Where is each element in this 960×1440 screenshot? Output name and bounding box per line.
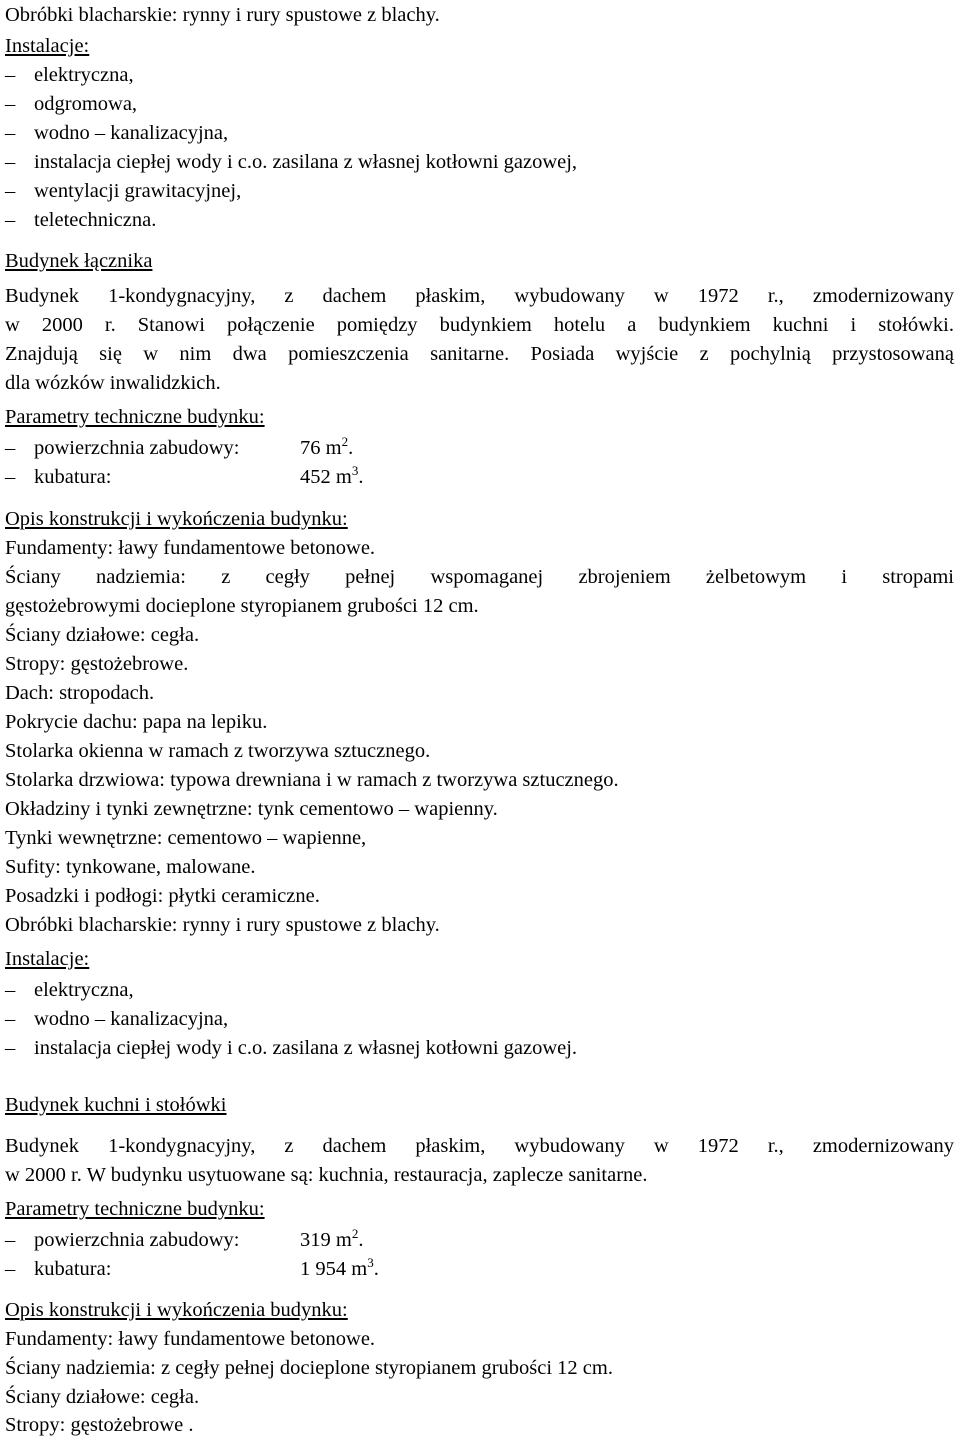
text-line: Okładziny i tynki zewnętrzne: tynk cementowo – wapienny. [5,798,498,820]
paragraph-line: w 2000 r. W budynku usytuowane są: kuchnia, restauracja, zaplecze sanitarne. [5,1164,648,1186]
list-item: – wodno – kanalizacyjna, [5,122,229,144]
text-line: Obróbki blacharskie: rynny i rury spustowe z blachy. [5,914,440,936]
text-line: Stolarka okienna w ramach z tworzywa sztucznego. [5,740,431,762]
list-item: – instalacja ciepłej wody i c.o. zasilana z własnej kotłowni gazowej. [5,1037,578,1059]
text-line: Stropy: gęstożebrowe . [5,1414,194,1436]
list-item: – elektryczna, [5,64,134,86]
param-row: – powierzchnia zabudowy: 319 $m^2$. [5,1226,364,1251]
text-line: Ściany działowe: cegła. [5,624,200,646]
paragraph-line: w 2000 r. Stanowi połączenie pomiędzy budynkiem hotelu a budynkiem kuchni i stołówki. [5,314,954,336]
paragraph-line: Ściany nadziemia: z cegły pełnej wspomaganej zbrojeniem żelbetowym i stropami [5,566,954,588]
section-heading: Parametry techniczne budynku: [5,406,265,428]
list-item: – teletechniczna. [5,209,157,231]
text-line: Sufity: tynkowane, malowane. [5,856,256,878]
section-heading: Instalacje: [5,35,90,57]
param-row: – kubatura: 452 $m^3$. [5,463,364,488]
section-heading: Opis konstrukcji i wykończenia budynku: [5,1299,348,1321]
param-row: – kubatura: 1 954 $m^3$. [5,1255,379,1280]
text-line: Fundamenty: ławy fundamentowe betonowe. [5,1328,376,1350]
section-heading: Budynek łącznika [5,250,153,272]
section-heading: Instalacje: [5,948,90,970]
text-line: Stropy: gęstożebrowe. [5,653,189,675]
text-line: Fundamenty: ławy fundamentowe betonowe. [5,537,376,559]
param-row: – powierzchnia zabudowy: 76 $m^2$. [5,434,354,459]
text-line: Obróbki blacharskie: rynny i rury spustowe z blachy. [5,4,440,26]
paragraph-line: gęstożebrowymi docieplone styropianem grubości 12 cm. [5,595,479,617]
text-line: Ściany działowe: cegła. [5,1386,200,1408]
text-line: Dach: stropodach. [5,682,155,704]
text-line: Posadzki i podłogi: płytki ceramiczne. [5,885,320,907]
list-item: – odgromowa, [5,93,138,115]
text-line: Pokrycie dachu: papa na lepiku. [5,711,268,733]
list-item: – wentylacji grawitacyjnej, [5,180,242,202]
section-heading: Budynek kuchni i stołówki [5,1094,227,1116]
section-heading: Opis konstrukcji i wykończenia budynku: [5,508,348,530]
text-line: Stolarka drzwiowa: typowa drewniana i w ramach z tworzywa sztucznego. [5,769,619,791]
list-item: – instalacja ciepłej wody i c.o. zasilana z własnej kotłowni gazowej, [5,151,578,173]
paragraph-line: Znajdują się w nim dwa pomieszczenia sanitarne. Posiada wyjście z pochylnią przystosowaną [5,343,954,365]
text-line: Ściany nadziemia: z cegły pełnej docieplone styropianem grubości 12 cm. [5,1357,613,1379]
text-line: Tynki wewnętrzne: cementowo – wapienne, [5,827,367,849]
section-heading: Parametry techniczne budynku: [5,1198,265,1220]
paragraph-line: Budynek 1-kondygnacyjny, z dachem płaskim, wybudowany w 1972 r., zmodernizowany [5,285,954,307]
paragraph-line: dla wózków inwalidzkich. [5,372,221,394]
paragraph-line: Budynek 1-kondygnacyjny, z dachem płaskim, wybudowany w 1972 r., zmodernizowany [5,1135,954,1157]
list-item: – elektryczna, [5,979,134,1001]
list-item: – wodno – kanalizacyjna, [5,1008,229,1030]
